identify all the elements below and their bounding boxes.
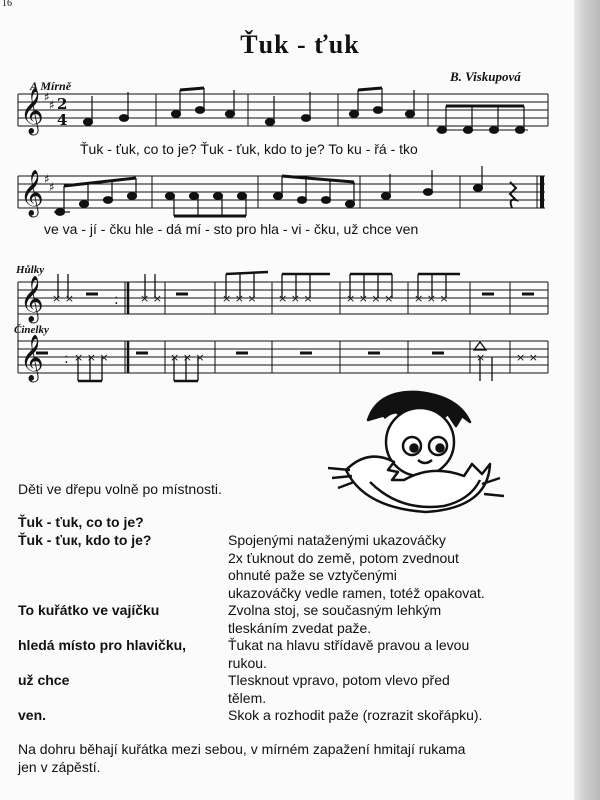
time-signature-bottom: 4 bbox=[57, 111, 68, 129]
svg-text:× × ×: × × × bbox=[170, 351, 205, 364]
svg-text::: : bbox=[64, 351, 69, 367]
verse-instruction-4: Ťukat na hlavu střídavě pravou a levou rukou. bbox=[228, 637, 470, 671]
outro-text: Na dohru běhají kuřátka mezi sebou, v mírném zapažení hmitají rukama jen v zápěstí. bbox=[18, 741, 466, 775]
svg-text:× × ×: × × × bbox=[222, 292, 257, 305]
verse-instruction-5: Tlesknout vpravo, potom vlevo před tělem. bbox=[228, 672, 450, 706]
svg-text:× ×: × × bbox=[516, 351, 538, 364]
svg-text:×: × bbox=[476, 351, 486, 364]
notes-staff-1 bbox=[84, 88, 529, 133]
treble-clef-icon: 𝄞 bbox=[20, 335, 44, 381]
verse-lyric-2: Ťuk - ťuк, kdo to je? bbox=[18, 532, 152, 548]
time-signature-top: 2 bbox=[57, 95, 68, 113]
quarter-rest-icon bbox=[510, 182, 516, 208]
notes-cinelky bbox=[36, 342, 538, 381]
chick-in-egg-illustration bbox=[328, 392, 504, 512]
treble-clef-icon: 𝄞 bbox=[20, 170, 44, 216]
verse-lyric-4: hledá místo pro hlavičku, bbox=[18, 637, 187, 653]
svg-text:× × ×: × × × bbox=[74, 351, 109, 364]
page-number: 16 bbox=[2, 0, 12, 9]
treble-clef-icon: 𝄞 bbox=[20, 276, 44, 322]
svg-text::: : bbox=[114, 292, 119, 308]
instrument-label-cinelky: Činelky bbox=[14, 324, 49, 336]
instrument-label-hulky: Hůlky bbox=[16, 264, 45, 276]
svg-text:× ×: × × bbox=[52, 292, 74, 305]
tempo-mark: A Mírně bbox=[30, 79, 72, 93]
svg-text:× × ×: × × × bbox=[414, 292, 449, 305]
lyrics-line-1: Ťuk - ťuk, co to je? Ťuk - ťuk, kdo to je? To ku - řá - tko bbox=[80, 141, 418, 157]
song-title: Ťuk - ťuk bbox=[240, 30, 360, 59]
verse-lyric-5: už chce bbox=[18, 672, 70, 688]
staff-1 bbox=[18, 94, 548, 126]
svg-text:× × × ×: × × × × bbox=[346, 292, 394, 305]
verse-lyric-6: ven. bbox=[18, 707, 47, 723]
verse-lyric-1: Ťuk - ťuk, co to je? bbox=[18, 514, 144, 530]
sharp-icon: ♯ bbox=[44, 90, 50, 104]
verse-lyric-3: To kuřátko ve vajíčku bbox=[18, 602, 160, 618]
lyrics-line-2: ve va - jí - čku hle - dá mí - sto pro hla - vi - čku, už chce ven bbox=[44, 221, 419, 237]
intro-text: Děti ve dřepu volně po místnosti. bbox=[18, 481, 222, 497]
verse-instruction-2: Spojenými nataženými ukazováčky 2x ťuknout do země, potom zvednout ohnuté paže se vztyčenými ukazováčky vedle ramen, totéž opakovat. bbox=[228, 532, 485, 601]
sharp-icon: ♯ bbox=[49, 98, 55, 112]
composer: B. Viskupová bbox=[450, 69, 521, 84]
verse-instruction-6: Skok a rozhodit paže (rozrazit skořápku). bbox=[228, 707, 483, 723]
sharp-icon: ♯ bbox=[49, 180, 55, 194]
treble-clef-icon: 𝄞 bbox=[20, 88, 44, 134]
svg-text:× × ×: × × × bbox=[278, 292, 313, 305]
sharp-icon: ♯ bbox=[44, 172, 50, 186]
svg-text:× ×: × × bbox=[140, 292, 162, 305]
verse-instruction-3: Zvolna stoj, se současným lehkým tleskáním zvedat paže. bbox=[228, 602, 442, 636]
